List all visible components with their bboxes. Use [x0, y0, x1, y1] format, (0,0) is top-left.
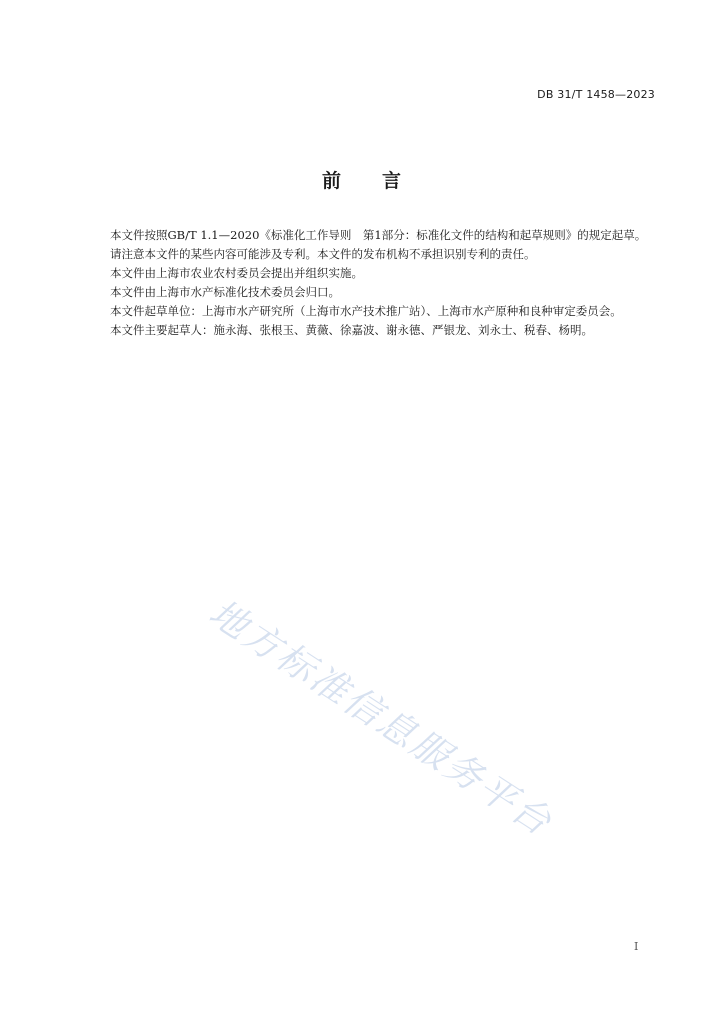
- foreword-body: [87, 226, 657, 340]
- paragraph-drafters: 本文件主要起草人：施永海、张根玉、黄薇、徐嘉波、谢永德、严银龙、刘永士、税春、杨明。: [110, 323, 593, 337]
- paragraph-technical-committee: 本文件由上海市水产标准化技术委员会归口。: [110, 285, 340, 299]
- title-char-2: 言: [382, 170, 403, 192]
- page-number: I: [634, 940, 639, 953]
- paragraph-patent-notice: 请注意本文件的某些内容可能涉及专利。本文件的发布机构不承担识别专利的责任。: [110, 247, 536, 261]
- title-char-1: 前: [321, 170, 342, 192]
- paragraph-drafting-units: 本文件起草单位：上海市水产研究所（上海市水产技术推广站）、上海市水产原种和良种审定委员会。: [110, 304, 622, 318]
- watermark: 地方标准信息服务平台: [201, 590, 561, 845]
- paragraph-drafting-rules: 本文件按照GB/T 1.1—2020《标准化工作导则 第1部分：标准化文件的结构和起草规则》的规定起草。: [110, 228, 647, 242]
- paragraph-proposer: 本文件由上海市农业农村委员会提出并组织实施。: [110, 266, 363, 280]
- document-code: DB 31/T 1458—2023: [537, 88, 655, 101]
- page-title: [0, 166, 724, 193]
